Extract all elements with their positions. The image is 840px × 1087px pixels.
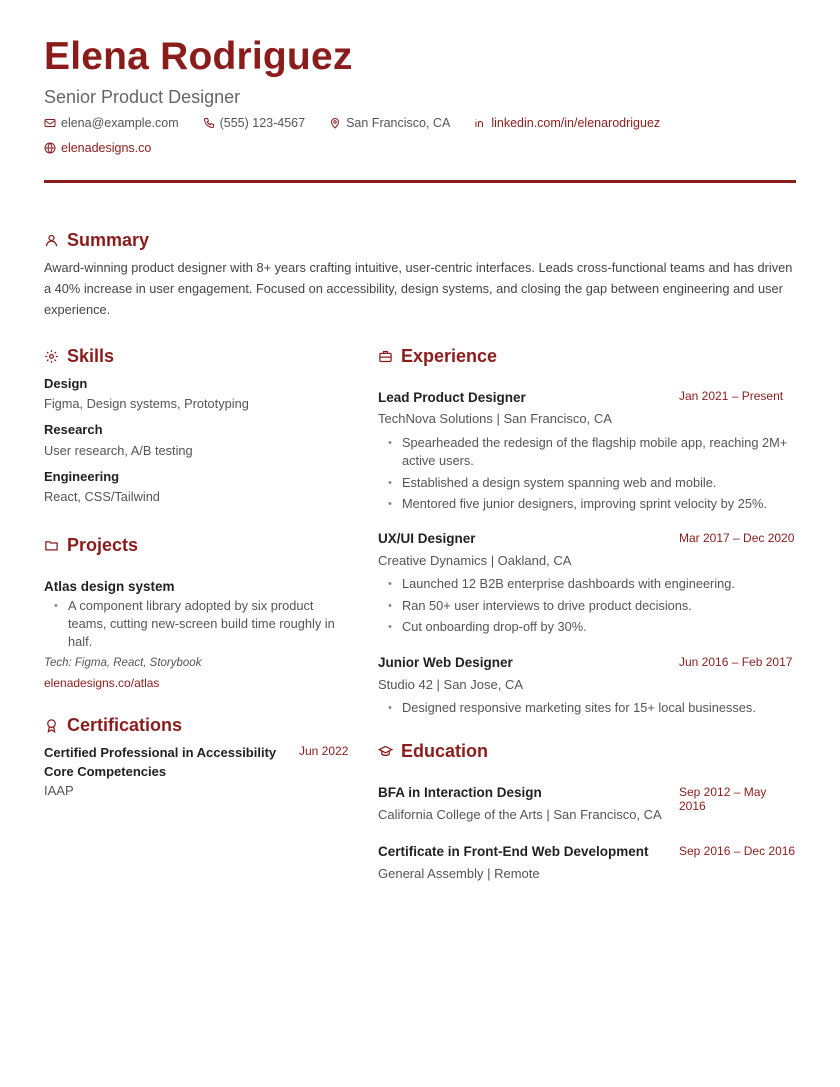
job-company: TechNova Solutions | San Francisco, CA — [378, 411, 612, 426]
contact-phone[interactable] — [203, 116, 305, 130]
job-bullets — [378, 575, 796, 640]
list-item: • Launched 12 B2B enterprise dashboards with engineering. — [378, 575, 796, 593]
skill-group-items: User research, A/B testing — [44, 443, 193, 458]
summary-title: Summary — [67, 230, 150, 250]
degree-school: California College of the Arts | San Francisco, CA — [378, 807, 662, 822]
briefcase-icon — [378, 349, 393, 364]
certification-name: Certified Professional in Accessibility Core Competencies — [44, 745, 277, 779]
job-title: Junior Web Designer — [378, 655, 513, 670]
contact-row — [44, 116, 684, 130]
summary-heading — [44, 230, 149, 251]
job-company: Creative Dynamics | Oakland, CA — [378, 553, 572, 568]
degree-date: Sep 2016 – Dec 2016 — [679, 844, 796, 858]
list-item: • Ran 50+ user interviews to drive product decisions. — [378, 597, 796, 615]
certification-issuer: IAAP — [44, 783, 74, 798]
contact-row-2 — [44, 141, 175, 155]
job-title: Lead Product Designer — [378, 390, 526, 405]
list-item: • Designed responsive marketing sites for 15+ local businesses. — [378, 699, 796, 717]
header-divider — [44, 180, 796, 183]
summary-text: Award-winning product designer with 8+ years crafting intuitive, user-centric interfaces. Leads cross-functional teams and has driven a 40% increase in user engagement. Focused on accessibility, design systems, and closing the gap between engineering and user experience. — [44, 260, 793, 317]
job-date: Jan 2021 – Present — [679, 389, 784, 403]
email-text: elena@example.com — [61, 116, 179, 130]
gear-icon — [44, 349, 59, 364]
contact-website[interactable] — [44, 141, 151, 155]
degree-date: Sep 2012 – May 2016 — [679, 785, 767, 813]
projects-title: Projects — [67, 535, 139, 555]
folder-icon — [44, 538, 59, 553]
degree-title: Certificate in Front-End Web Development — [378, 844, 649, 859]
job-company: Studio 42 | San Jose, CA — [378, 677, 524, 692]
projects-heading — [44, 535, 138, 556]
globe-icon — [44, 142, 56, 154]
skill-group-items: React, CSS/Tailwind — [44, 489, 160, 504]
certifications-title: Certifications — [67, 715, 183, 735]
job-bullets — [378, 699, 796, 721]
experience-heading — [378, 346, 497, 367]
list-item: • Mentored five junior designers, improving sprint velocity by 25%. — [378, 495, 796, 513]
job-date: Mar 2017 – Dec 2020 — [679, 531, 795, 545]
project-link[interactable]: elenadesigns.co/atlas — [44, 676, 160, 690]
mail-icon — [44, 117, 56, 129]
list-item: • Cut onboarding drop-off by 30%. — [378, 618, 796, 636]
skills-title: Skills — [67, 346, 115, 366]
contact-linkedin[interactable] — [474, 116, 660, 130]
certification-date: Jun 2022 — [299, 744, 349, 758]
skills-heading — [44, 346, 114, 367]
contact-location — [329, 116, 450, 130]
skill-group-name: Engineering — [44, 469, 120, 484]
website-link[interactable]: elenadesigns.co — [61, 141, 152, 155]
project-tech: Tech: Figma, React, Storybook — [44, 657, 202, 669]
list-item: • Spearheaded the redesign of the flagship mobile app, reaching 2M+ active users. — [378, 434, 796, 470]
graduation-cap-icon — [378, 744, 393, 759]
skill-group-name: Research — [44, 422, 103, 437]
map-pin-icon — [329, 117, 341, 129]
certifications-heading — [44, 715, 182, 736]
degree-title: BFA in Interaction Design — [378, 785, 542, 800]
skill-group-name: Design — [44, 376, 88, 391]
location-text: San Francisco, CA — [346, 116, 451, 130]
list-item: • A component library adopted by six product teams, cutting new-screen build time roughly in half. — [44, 597, 349, 651]
candidate-headline: Senior Product Designer — [44, 87, 241, 107]
project-name: Atlas design system — [44, 579, 175, 594]
job-title: UX/UI Designer — [378, 531, 476, 546]
job-bullets — [378, 434, 796, 517]
phone-text: (555) 123-4567 — [219, 116, 306, 130]
award-icon — [44, 718, 59, 733]
job-date: Jun 2016 – Feb 2017 — [679, 655, 793, 669]
candidate-name: Elena Rodriguez — [44, 35, 353, 78]
experience-title: Experience — [401, 346, 498, 366]
skill-group-items: Figma, Design systems, Prototyping — [44, 396, 249, 411]
education-heading — [378, 741, 488, 762]
list-item: • Established a design system spanning web and mobile. — [378, 474, 796, 492]
linkedin-link[interactable]: linkedin.com/in/elenarodriguez — [491, 116, 661, 130]
education-title: Education — [401, 741, 489, 761]
user-icon — [44, 233, 59, 248]
linkedin-icon — [474, 117, 486, 129]
project-bullets — [44, 597, 349, 655]
phone-icon — [203, 117, 215, 129]
contact-email[interactable] — [44, 116, 179, 130]
degree-school: General Assembly | Remote — [378, 866, 540, 881]
